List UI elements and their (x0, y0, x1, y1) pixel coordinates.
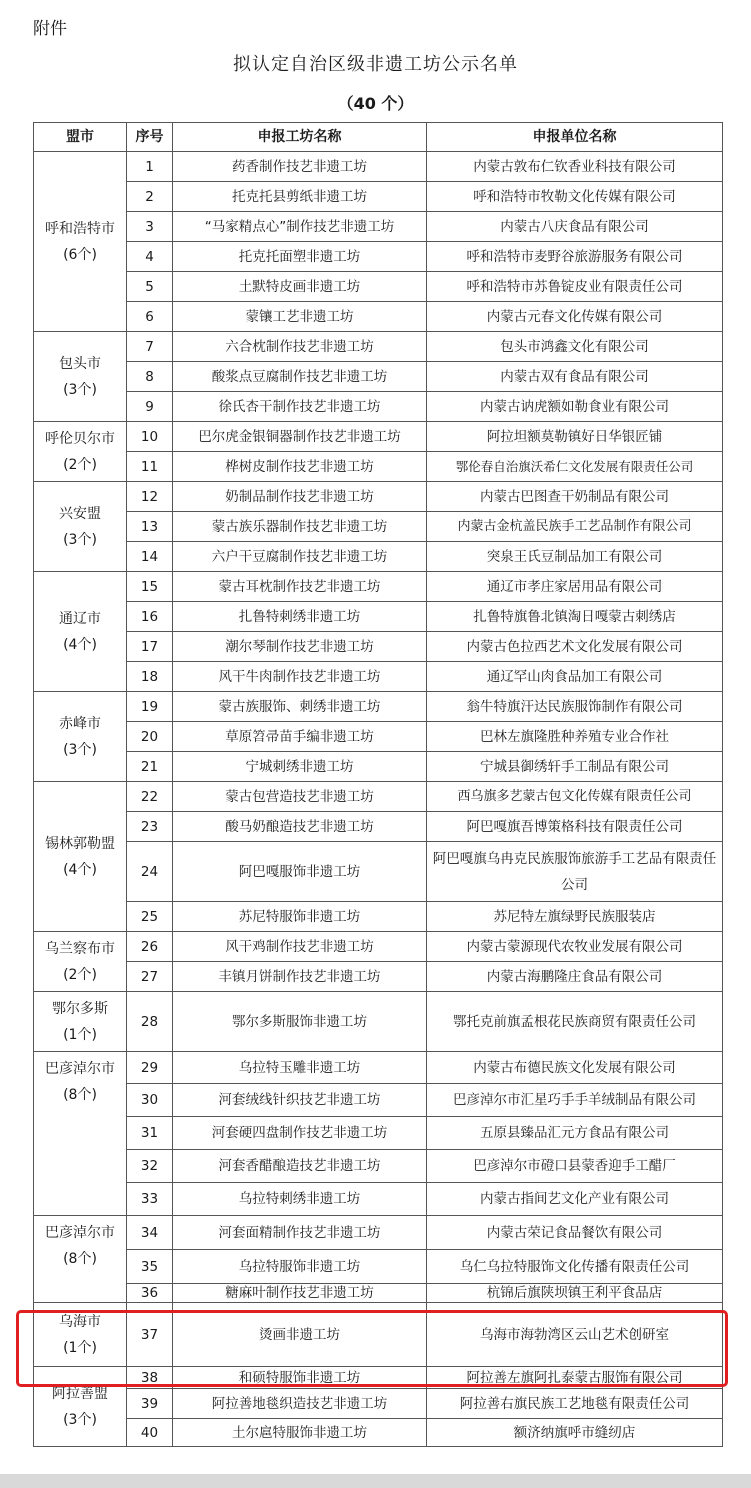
workshop-cell: 和硕特服饰非遗工坊 (173, 1367, 427, 1389)
workshop-cell: 草原笤帚苗手编非遗工坊 (173, 722, 427, 752)
league-name: 包头市 (59, 355, 101, 372)
workshop-cell: 乌拉特玉雕非遗工坊 (173, 1052, 427, 1084)
league-name: 赤峰市 (59, 715, 101, 732)
table-row (34, 632, 723, 662)
league-count: (8个) (63, 1087, 97, 1103)
seq-cell: 32 (127, 1150, 173, 1183)
seq-cell: 34 (127, 1216, 173, 1250)
org-cell: 内蒙古海鹏隆庄食品有限公司 (427, 962, 723, 992)
workshop-cell: 河套硬四盘制作技艺非遗工坊 (173, 1117, 427, 1150)
org-cell: 通辽罕山肉食品加工有限公司 (427, 662, 723, 692)
seq-cell: 15 (127, 572, 173, 602)
workshop-cell: 苏尼特服饰非遗工坊 (173, 902, 427, 932)
workshop-list-table (33, 122, 723, 1447)
table-row (34, 692, 723, 722)
table-row (34, 662, 723, 692)
table-row (34, 242, 723, 272)
org-cell: 阿巴嘎旗乌冉克民族服饰旅游手工艺品有限责任公司 (427, 842, 723, 902)
seq-cell: 26 (127, 932, 173, 962)
league-cell (34, 572, 127, 692)
seq-cell: 3 (127, 212, 173, 242)
org-cell: 巴彦淖尔市汇星巧手手羊绒制品有限公司 (427, 1084, 723, 1117)
league-count: (1个) (63, 1339, 97, 1356)
org-cell: 巴林左旗隆胜种养殖专业合作社 (427, 722, 723, 752)
workshop-cell: 阿巴嘎服饰非遗工坊 (173, 842, 427, 902)
org-cell: 乌海市海勃湾区云山艺术创研室 (427, 1303, 723, 1367)
table-row (34, 932, 723, 962)
table-row (34, 422, 723, 452)
seq-cell: 28 (127, 992, 173, 1052)
table-row (34, 962, 723, 992)
workshop-cell: 宁城刺绣非遗工坊 (173, 752, 427, 782)
seq-cell: 13 (127, 512, 173, 542)
workshop-cell: 乌拉特刺绣非遗工坊 (173, 1183, 427, 1216)
seq-cell: 22 (127, 782, 173, 812)
org-cell: 宁城县御绣轩手工制品有限公司 (427, 752, 723, 782)
league-name: 巴彦淖尔市 (45, 1061, 115, 1077)
table-row (34, 812, 723, 842)
league-name: 乌海市 (59, 1313, 101, 1330)
org-cell: 内蒙古巴图查干奶制品有限公司 (427, 482, 723, 512)
table-row (34, 332, 723, 362)
table-row (34, 392, 723, 422)
seq-cell: 21 (127, 752, 173, 782)
seq-cell: 19 (127, 692, 173, 722)
seq-cell: 4 (127, 242, 173, 272)
league-cell (34, 332, 127, 422)
org-cell: 内蒙古金杭盖民族手工艺品制作有限公司 (427, 512, 723, 542)
workshop-cell: 蒙古族服饰、刺绣非遗工坊 (173, 692, 427, 722)
workshop-cell: 奶制品制作技艺非遗工坊 (173, 482, 427, 512)
table-row (34, 602, 723, 632)
seq-cell: 16 (127, 602, 173, 632)
highlight-box (16, 1310, 728, 1387)
seq-cell: 7 (127, 332, 173, 362)
league-cell (34, 422, 127, 482)
workshop-cell: 河套绒线针织技艺非遗工坊 (173, 1084, 427, 1117)
workshop-cell: 土默特皮画非遗工坊 (173, 272, 427, 302)
table-row (34, 1250, 723, 1284)
workshop-cell: 潮尔琴制作技艺非遗工坊 (173, 632, 427, 662)
table-row (34, 1284, 723, 1303)
league-name: 呼和浩特市 (45, 220, 115, 237)
seq-cell: 29 (127, 1052, 173, 1084)
workshop-cell: 河套面精制作技艺非遗工坊 (173, 1216, 427, 1250)
workshop-cell: 巴尔虎金银铜器制作技艺非遗工坊 (173, 422, 427, 452)
seq-cell: 25 (127, 902, 173, 932)
table-row (34, 1419, 723, 1447)
seq-cell: 6 (127, 302, 173, 332)
workshop-cell: 丰镇月饼制作技艺非遗工坊 (173, 962, 427, 992)
org-cell: 额济纳旗呼市缝纫店 (427, 1419, 723, 1447)
league-name: 通辽市 (59, 610, 101, 627)
seq-cell: 31 (127, 1117, 173, 1150)
seq-cell: 39 (127, 1389, 173, 1419)
league-cell (34, 482, 127, 572)
table-row (34, 752, 723, 782)
org-cell: 内蒙古荣记食品餐饮有限公司 (427, 1216, 723, 1250)
seq-cell: 12 (127, 482, 173, 512)
header-org: 申报单位名称 (427, 123, 723, 152)
org-cell: 阿巴嘎旗吾博策格科技有限责任公司 (427, 812, 723, 842)
league-count: (4个) (63, 636, 97, 653)
league-name: 乌兰察布市 (45, 940, 115, 957)
header-league: 盟市 (34, 123, 127, 152)
org-cell: 阿拉善右旗民族工艺地毯有限责任公司 (427, 1389, 723, 1419)
seq-cell: 2 (127, 182, 173, 212)
table-row (34, 1084, 723, 1117)
org-cell: 内蒙古布德民族文化发展有限公司 (427, 1052, 723, 1084)
header-seq: 序号 (127, 123, 173, 152)
workshop-cell: 蒙古包营造技艺非遗工坊 (173, 782, 427, 812)
workshop-cell: 乌拉特服饰非遗工坊 (173, 1250, 427, 1284)
org-cell: 五原县臻品汇元方食品有限公司 (427, 1117, 723, 1150)
table-row (34, 272, 723, 302)
table-row (34, 1052, 723, 1084)
league-count: (2个) (63, 966, 97, 983)
workshop-cell: 蒙镶工艺非遗工坊 (173, 302, 427, 332)
league-cell (34, 992, 127, 1052)
seq-cell: 10 (127, 422, 173, 452)
league-name: 兴安盟 (59, 505, 101, 522)
seq-cell: 14 (127, 542, 173, 572)
org-cell: 呼和浩特市牧勒文化传媒有限公司 (427, 182, 723, 212)
table-row (34, 1216, 723, 1250)
workshop-cell: 阿拉善地毯织造技艺非遗工坊 (173, 1389, 427, 1419)
org-cell: 内蒙古双有食品有限公司 (427, 362, 723, 392)
document-title: 拟认定自治区级非遗工坊公示名单 (233, 54, 518, 75)
workshop-cell: 糖麻叶制作技艺非遗工坊 (173, 1284, 427, 1303)
workshop-cell: 酸浆点豆腐制作技艺非遗工坊 (173, 362, 427, 392)
org-cell: 鄂托克前旗孟根花民族商贸有限责任公司 (427, 992, 723, 1052)
org-cell: 翁牛特旗汗达民族服饰制作有限公司 (427, 692, 723, 722)
league-count: (3个) (63, 1411, 97, 1428)
league-count: (3个) (63, 531, 97, 548)
table-row (34, 1150, 723, 1183)
seq-cell: 17 (127, 632, 173, 662)
workshop-cell: 风干鸡制作技艺非遗工坊 (173, 932, 427, 962)
seq-cell: 36 (127, 1284, 173, 1303)
workshop-cell: 桦树皮制作技艺非遗工坊 (173, 452, 427, 482)
seq-cell: 8 (127, 362, 173, 392)
attachment-label: 附件 (33, 19, 67, 39)
workshop-cell: 酸马奶酿造技艺非遗工坊 (173, 812, 427, 842)
league-cell (34, 152, 127, 332)
org-cell: 通辽市孝庄家居用品有限公司 (427, 572, 723, 602)
league-name: 巴彦淖尔市 (45, 1225, 115, 1241)
league-cell (34, 1052, 127, 1216)
league-count: (3个) (63, 381, 97, 398)
league-count: (2个) (63, 456, 97, 473)
workshop-cell: 风干牛肉制作技艺非遗工坊 (173, 662, 427, 692)
seq-cell: 20 (127, 722, 173, 752)
table-row (34, 1389, 723, 1419)
org-cell: 内蒙古元春文化传媒有限公司 (427, 302, 723, 332)
league-name: 鄂尔多斯 (52, 1000, 108, 1017)
seq-cell: 37 (127, 1303, 173, 1367)
table-row (34, 1183, 723, 1216)
table-row (34, 842, 723, 902)
table-row (34, 902, 723, 932)
league-count: (4个) (63, 861, 97, 878)
table-header-row (34, 123, 723, 152)
league-name: 锡林郭勒盟 (45, 835, 115, 852)
league-count: (3个) (63, 741, 97, 758)
org-cell: 内蒙古色拉西艺术文化发展有限公司 (427, 632, 723, 662)
org-cell: 内蒙古指间艺文化产业有限公司 (427, 1183, 723, 1216)
header-workshop: 申报工坊名称 (173, 123, 427, 152)
league-cell (34, 692, 127, 782)
table-row (34, 572, 723, 602)
workshop-cell: 蒙古耳枕制作技艺非遗工坊 (173, 572, 427, 602)
seq-cell: 38 (127, 1367, 173, 1389)
seq-cell: 9 (127, 392, 173, 422)
table-row (34, 992, 723, 1052)
table-row (34, 362, 723, 392)
org-cell: 阿拉坦额莫勒镇好日华银匠铺 (427, 422, 723, 452)
league-cell (34, 782, 127, 932)
org-cell: 内蒙古八庆食品有限公司 (427, 212, 723, 242)
workshop-cell: 托克托县剪纸非遗工坊 (173, 182, 427, 212)
seq-cell: 11 (127, 452, 173, 482)
table-row (34, 512, 723, 542)
seq-cell: 18 (127, 662, 173, 692)
org-cell: 内蒙古敦布仁钦香业科技有限公司 (427, 152, 723, 182)
bottom-bar (0, 1474, 751, 1488)
org-cell: 巴彦淖尔市磴口县蒙香迎手工醋厂 (427, 1150, 723, 1183)
workshop-cell: 六合枕制作技艺非遗工坊 (173, 332, 427, 362)
table-row (34, 542, 723, 572)
org-cell: 西乌旗多艺蒙古包文化传媒有限责任公司 (427, 782, 723, 812)
org-cell: 呼和浩特市苏鲁锭皮业有限责任公司 (427, 272, 723, 302)
league-count: (8个) (63, 1251, 97, 1267)
seq-cell: 27 (127, 962, 173, 992)
seq-cell: 24 (127, 842, 173, 902)
league-cell (34, 1216, 127, 1303)
workshop-cell: 药香制作技艺非遗工坊 (173, 152, 427, 182)
table-row (34, 722, 723, 752)
org-cell: 突泉王氏豆制品加工有限公司 (427, 542, 723, 572)
league-count: (6个) (63, 246, 97, 263)
table-row (34, 482, 723, 512)
workshop-cell: 土尔扈特服饰非遗工坊 (173, 1419, 427, 1447)
table-row (34, 452, 723, 482)
workshop-cell: 蒙古族乐器制作技艺非遗工坊 (173, 512, 427, 542)
document-count: （40 个） (337, 94, 414, 113)
seq-cell: 23 (127, 812, 173, 842)
seq-cell: 33 (127, 1183, 173, 1216)
table-row (34, 152, 723, 182)
workshop-cell: 扎鲁特刺绣非遗工坊 (173, 602, 427, 632)
workshop-cell: 徐氏杏干制作技艺非遗工坊 (173, 392, 427, 422)
org-cell: 扎鲁特旗鲁北镇淘日嘎蒙古刺绣店 (427, 602, 723, 632)
org-cell: 内蒙古蒙源现代农牧业发展有限公司 (427, 932, 723, 962)
seq-cell: 30 (127, 1084, 173, 1117)
seq-cell: 40 (127, 1419, 173, 1447)
org-cell: 鄂伦春自治旗沃希仁文化发展有限责任公司 (427, 452, 723, 482)
org-cell: 阿拉善左旗阿扎泰蒙古服饰有限公司 (427, 1367, 723, 1389)
league-name: 阿拉善盟 (52, 1385, 108, 1402)
league-cell (34, 932, 127, 992)
workshop-cell: 河套香醋酿造技艺非遗工坊 (173, 1150, 427, 1183)
league-count: (1个) (63, 1026, 97, 1043)
org-cell: 呼和浩特市麦野谷旅游服务有限公司 (427, 242, 723, 272)
league-name: 呼伦贝尔市 (45, 430, 115, 447)
seq-cell: 1 (127, 152, 173, 182)
org-cell: 包头市鸿鑫文化有限公司 (427, 332, 723, 362)
table-row (34, 1117, 723, 1150)
workshop-cell: 六户干豆腐制作技艺非遗工坊 (173, 542, 427, 572)
seq-cell: 35 (127, 1250, 173, 1284)
workshop-cell: 烫画非遗工坊 (173, 1303, 427, 1367)
org-cell: 苏尼特左旗绿野民族服装店 (427, 902, 723, 932)
workshop-cell: 鄂尔多斯服饰非遗工坊 (173, 992, 427, 1052)
org-cell: 内蒙古讷虎额如勒食业有限公司 (427, 392, 723, 422)
table-row (34, 302, 723, 332)
table-row (34, 212, 723, 242)
workshop-cell: 托克托面塑非遗工坊 (173, 242, 427, 272)
table-row (34, 782, 723, 812)
seq-cell: 5 (127, 272, 173, 302)
table-row (34, 182, 723, 212)
org-cell: 杭锦后旗陕坝镇王利平食品店 (427, 1284, 723, 1303)
org-cell: 乌仁乌拉特服饰文化传播有限责任公司 (427, 1250, 723, 1284)
workshop-cell: “马家精点心”制作技艺非遗工坊 (173, 212, 427, 242)
